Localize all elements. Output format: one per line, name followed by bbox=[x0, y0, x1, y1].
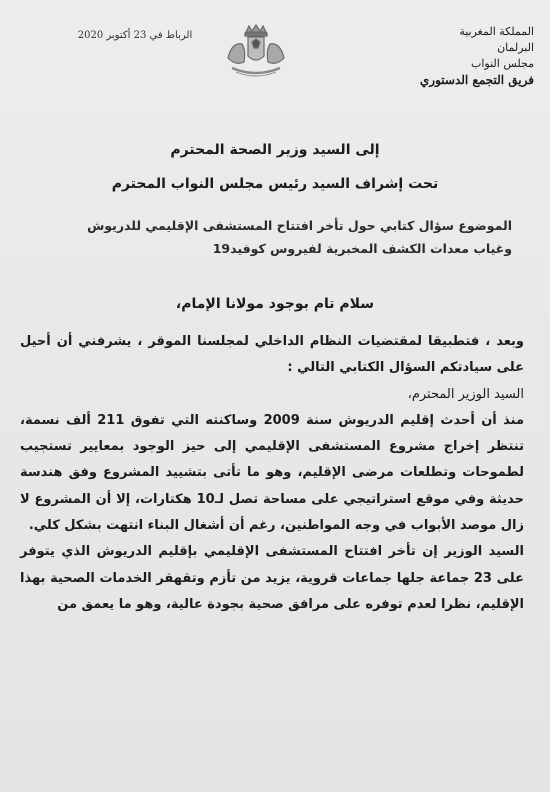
letter-date: الرباط في 23 أكتوبر 2020 bbox=[77, 30, 193, 41]
header-line-kingdom: المملكة المغربية bbox=[459, 25, 534, 38]
header-line-group: فريق التجمع الدستوري bbox=[419, 73, 534, 87]
sender-header bbox=[384, 24, 534, 88]
header-line-parliament: البرلمان bbox=[497, 41, 534, 54]
subject-text: سؤال كتابي حول تأخر افتتاح المستشفى الإقليمي للدريوش وغياب معدات الكشف المخبرية لفيروس كوفيد19 bbox=[87, 218, 512, 256]
recipient-via-speaker: تحت إشراف السيد رئيس مجلس النواب المحترم bbox=[111, 176, 439, 192]
body-salutation: السيد الوزير المحترم، bbox=[407, 386, 524, 402]
body-intro: وبعد ، فتطبيقا لمقتضيات النظام الداخلي لمجلسنا الموقر ، يشرفني أن أحيل على سيادتكم السؤال الكتابي التالي : bbox=[20, 334, 524, 376]
header-line-house: مجلس النواب bbox=[471, 57, 534, 70]
moroccan-coat-of-arms-icon bbox=[222, 22, 290, 82]
letter-body bbox=[20, 329, 524, 618]
body-paragraph-2: السيد الوزير إن تأخر افتتاح المستشفى الإقليمي بإقليم الدريوش الذي يتوفر على 23 جماعة جلها جماعات قروية، يزيد من تأزم وتقهقر الخدمات الصحية بهذا الإقليم، نظرا لعدم توفره على مرافق صحية بجودة عالية، وهو ما يعمق من bbox=[20, 544, 524, 612]
subject-line bbox=[58, 214, 512, 260]
subject-label: الموضوع bbox=[458, 218, 512, 233]
body-paragraph-1: منذ أن أحدث إقليم الدريوش سنة 2009 وساكنته التي تفوق 211 ألف نسمة، تنتظر إخراج مشروع المستشفى الإقليمي إلى حيز الوجود بمعايير تستجيب لطموحات وتطلعات مرضى الإقليم، وهو ما تأتى بتشييد المشروع وفق هندسة حديثة وفي موقع استراتيجي على مساحة تصل لـ10 هكتارات، إلا أن المشروع لا زال موصد الأبواب في وجه المواطنين، رغم أن أشغال البناء انتهت بشكل كلي. bbox=[20, 412, 525, 534]
recipient-minister: إلى السيد وزير الصحة المحترم bbox=[170, 142, 380, 158]
greeting: سلام تام بوجود مولانا الإمام، bbox=[175, 296, 375, 312]
